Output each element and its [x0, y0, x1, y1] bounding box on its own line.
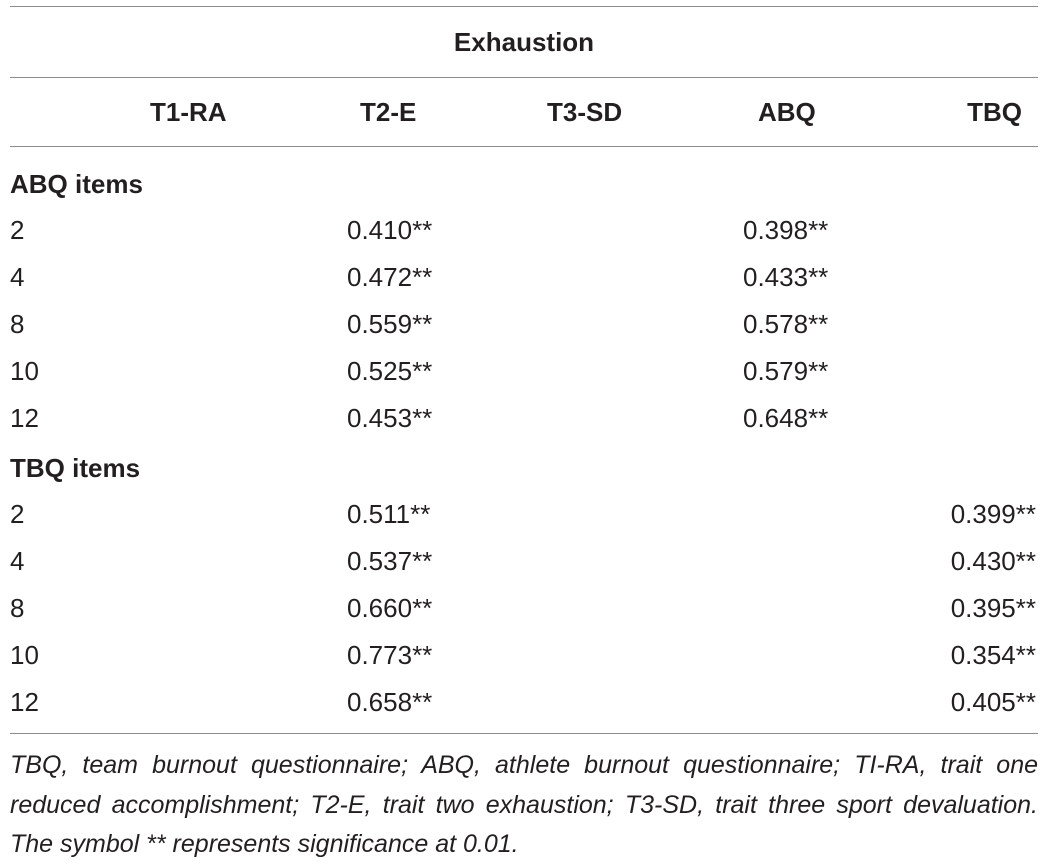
- column-header-t1-ra: T1-RA: [150, 97, 227, 127]
- abq-value: 0.579**: [743, 356, 829, 386]
- abq-value: 0.433**: [743, 262, 829, 292]
- section-label-abq-items: ABQ items: [10, 169, 143, 199]
- table-row: [0, 679, 1044, 726]
- item-number: 4: [10, 262, 25, 292]
- section-label-tbq-items: TBQ items: [10, 453, 141, 483]
- t2-e-value: 0.658**: [347, 687, 433, 717]
- t2-e-value: 0.472**: [347, 262, 433, 292]
- table-footnote: TBQ, team burnout questionnaire; ABQ, athlete burnout questionnaire; TI-RA, trait one reduced accomplishment; T2-E, trait two exhaustion; T3-SD, trait three sport devaluation. The symbol ** represents significance at 0.01.: [10, 751, 1038, 858]
- item-number: 12: [10, 687, 39, 717]
- t2-e-value: 0.660**: [347, 593, 433, 623]
- item-number: 8: [10, 593, 25, 623]
- abq-value: 0.648**: [743, 403, 829, 433]
- abq-value: 0.398**: [743, 215, 829, 245]
- item-number: 8: [10, 309, 25, 339]
- t2-e-value: 0.773**: [347, 640, 433, 670]
- t2-e-value: 0.453**: [347, 403, 433, 433]
- t2-e-value: 0.525**: [347, 356, 433, 386]
- item-number: 4: [10, 546, 25, 576]
- item-number: 2: [10, 215, 25, 245]
- column-header-t2-e: T2-E: [360, 97, 417, 127]
- table-row: [0, 207, 1044, 254]
- t2-e-value: 0.511**: [347, 499, 431, 529]
- column-header-t3-sd: T3-SD: [547, 97, 623, 127]
- column-header-abq: ABQ: [758, 97, 816, 127]
- abq-value: 0.578**: [743, 309, 829, 339]
- item-number: 10: [10, 356, 39, 386]
- tbq-value: 0.399**: [950, 499, 1036, 529]
- group-header-exhaustion: Exhaustion: [453, 27, 595, 57]
- t2-e-value: 0.410**: [347, 215, 433, 245]
- table-row: [0, 395, 1044, 442]
- column-header-rule: [10, 146, 1038, 147]
- table-row: [0, 538, 1044, 585]
- tbq-value: 0.430**: [950, 546, 1036, 576]
- column-header-tbq: TBQ: [967, 97, 1022, 127]
- item-number: 10: [10, 640, 39, 670]
- table-row: [0, 348, 1044, 395]
- tbq-value: 0.395**: [950, 593, 1036, 623]
- item-number: 12: [10, 403, 39, 433]
- table-bottom-rule: [10, 733, 1038, 734]
- table-top-rule: [10, 6, 1038, 7]
- table-row: [0, 632, 1044, 679]
- table-row: [0, 491, 1044, 538]
- t2-e-value: 0.537**: [347, 546, 433, 576]
- table-row: [0, 301, 1044, 348]
- tbq-value: 0.354**: [950, 640, 1036, 670]
- item-number: 2: [10, 499, 25, 529]
- group-header-rule: [10, 77, 1038, 78]
- t2-e-value: 0.559**: [347, 309, 433, 339]
- table-row: [0, 585, 1044, 632]
- tbq-value: 0.405**: [950, 687, 1036, 717]
- table-row: [0, 254, 1044, 301]
